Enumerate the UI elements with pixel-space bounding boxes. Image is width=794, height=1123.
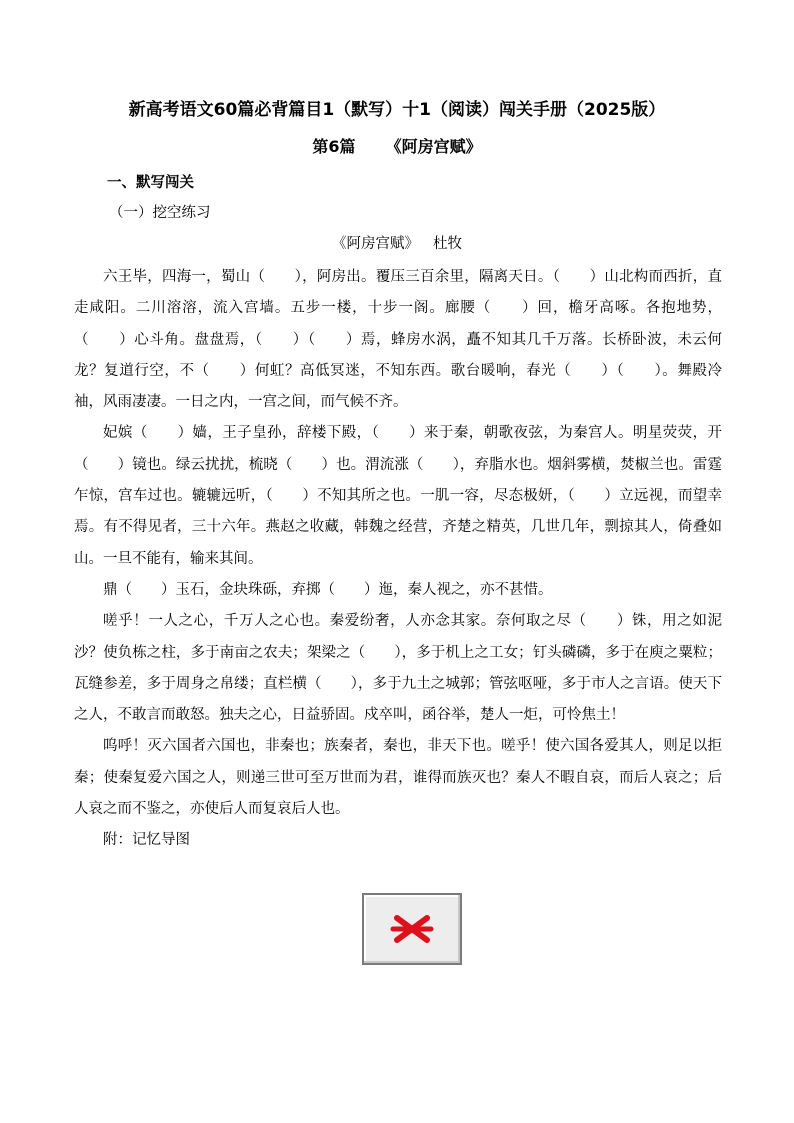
broken-image-icon [364,895,460,963]
appendix-label: 附：记忆导图 [103,832,190,849]
chapter-heading [0,135,794,159]
paragraph-1: 六王毕，四海一，蜀山（ ），阿房出。覆压三百余里，隔离天日。（ ）山北构而西折，直走咸阳。二川溶溶，流入宫墙。五步一楼，十步一阁。廊腰（ ）回，檐牙高啄。各抱地势，（ ）心斗角。盘盘焉，（ ）（ ）焉，蜂房水涡，矗不知其几千万落。长桥卧波，未云何龙？复道行空，不（ ）何虹？高低冥迷，不知东西。歌台暖响，春光（ ）（ ）。舞殿冷袖，风雨凄凄。一日之内，一宫之间，而气候不齐。 [74,269,722,411]
paragraph-2: 妃嫔（ ）嫱，王子皇孙，辞楼下殿，（ ）来于秦，朝歌夜弦，为秦宫人。明星荧荧，开（ ）镜也。绿云扰扰，梳晓（ ）也。渭流涨（ ），弃脂水也。烟斜雾横，焚椒兰也。雷霆乍惊，宫车过也。辘辘远听，（ ）不知其所之也。一肌一容，尽态极妍，（ ）立远视，而望幸焉。有不得见者，三十六年。燕赵之收藏，韩魏之经营，齐楚之精英，几世几年，剽掠其人，倚叠如山。一旦不能有，输来其间。 [74,425,722,567]
chapter-label: 第6篇 [312,137,356,156]
poem-author: 杜牧 [433,236,462,252]
chapter-name: 《阿房宫赋》 [385,137,482,156]
section-heading: 一、默写闯关 [107,175,194,191]
paragraph-3: 鼎（ ）玉石，金块珠砾，弃掷（ ）迤，秦人视之，亦不甚惜。 [103,581,553,598]
document-title: 新高考语文60篇必背篇目1（默写）十1（阅读）闯关手册（2025版） [128,100,666,120]
paragraph-5: 呜呼！灭六国者六国也，非秦也；族秦者，秦也，非天下也。嗟乎！使六国各爱其人，则足以拒秦；使秦复爱六国之人，则递三世可至万世而为君，谁得而族灭也？秦人不暇自哀，而后人哀之；后人哀之而不鉴之，亦使后人而复哀后人也。 [74,738,722,818]
subsection-heading: （一）挖空练习 [109,205,211,221]
paragraph-4: 嗟乎！一人之心，千万人之心也。秦爱纷奢，人亦念其家。奈何取之尽（ ）铢，用之如泥沙？使负栋之柱，多于南亩之农夫；架梁之（ ），多于机上之工女；钉头磷磷，多于在庾之粟粒；瓦缝参差，多于周身之帛缕；直栏横（ ），多于九土之城郭；管弦呕哑，多于市人之言语。使天下之人，不敢言而敢怒。独夫之心，日益骄固。戍卒叫，函谷举，楚人一炬，可怜焦土！ [74,613,722,724]
poem-heading [0,233,794,255]
poem-title: 《阿房宫赋》 [332,236,419,252]
broken-image-placeholder [362,893,462,965]
poem-body [74,262,722,857]
